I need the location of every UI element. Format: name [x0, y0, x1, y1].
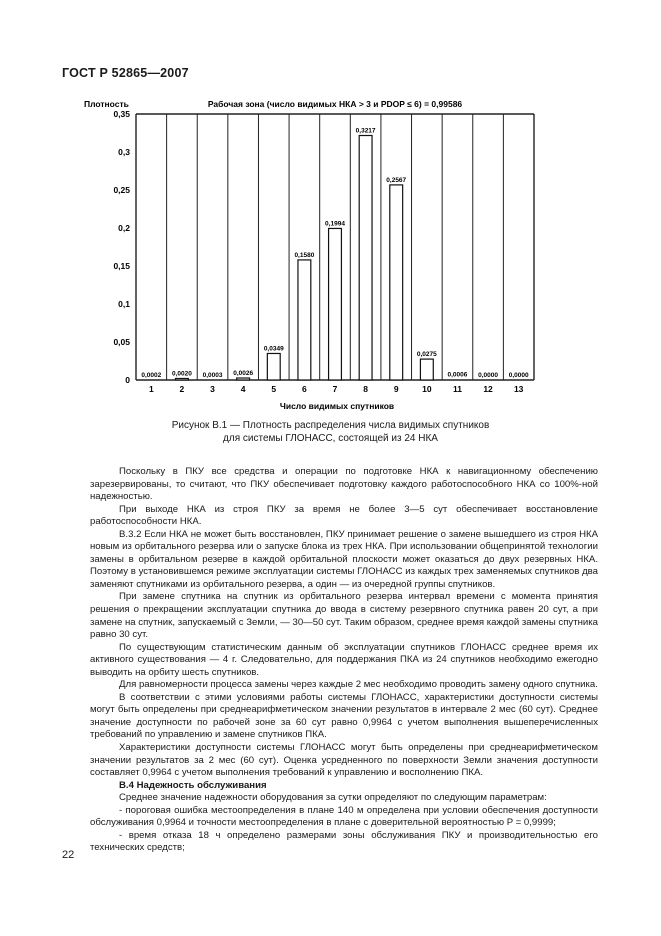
list-item: - пороговая ошибка местоопределения в плане 140 м определена при условии обеспечения доступности обслуживания 0,9964 и точности местоопределения в плане с доверительной вероятностью P = 0,9999;: [90, 804, 598, 829]
x-tick-label: 2: [179, 384, 185, 394]
bar-value-label: 0,3217: [355, 127, 376, 135]
y-tick-label: 0,25: [113, 185, 130, 195]
document-code-header: ГОСТ Р 52865—2007: [62, 66, 189, 80]
bar: [298, 260, 311, 380]
section-heading: В.4 Надежность обслуживания: [119, 779, 267, 791]
bar-value-label: 0,0000: [478, 372, 499, 379]
paragraph: В соответствии с этими условиями работы системы ГЛОНАСС, характеристики доступности системы могут быть определены при среднеарифметическом значении результатов в интервале 2 мес (60 сут). Среднее значение доступности по рабочей зоне за 60 сут равно 0,9964 с учетом выполнения вышеперечисленных требований по управлению и замене спутников ПКА.: [90, 691, 598, 741]
x-tick-label: 5: [271, 384, 277, 394]
bar-value-label: 0,1580: [294, 251, 315, 259]
paragraph: Характеристики доступности системы ГЛОНАСС могут быть определены при среднеарифметическом значении результатов за 2 мес (60 сут). Оценка усредненного по поверхности Земли значения доступности составляет 0,9964 с учетом выполнения требований к управлению и восполнению ПКА.: [90, 742, 598, 779]
paragraph: В.3.2 Если НКА не может быть восстановлен, ПКУ принимает решение о замене вышедшего из строя НКА новым из орбитального резерва или о запуске блока из трех НКА. При использовании общепринятой технологии замены в орбитальном резерве в каждой орбитальной плоскости может оказаться до двух резервных НКА. Поэтому в установившемся режиме эксплуатации системы ГЛОНАСС из каждых трех заменяемых спутников два заменяют спутниками из орбитального резерва, а один — из очередной группы спутников.: [90, 528, 598, 590]
x-tick-label: 9: [393, 384, 399, 394]
bar-value-label: 0,0003: [202, 371, 223, 379]
paragraph: Поскольку в ПКУ все средства и операции по подготовке НКА к навигационному обеспечению зарезервированы, то считают, что ПКУ обеспечивает подготовку каждого работоспособного НКА со 100%-ной надежностью.: [90, 466, 598, 503]
body-text: [90, 466, 598, 855]
bar: [359, 136, 372, 380]
paragraph: Для равномерности процесса замены через каждые 2 мес необходимо проводить замену одного спутника.: [119, 679, 598, 691]
bar: [175, 378, 188, 380]
x-tick-label: 13: [513, 384, 524, 394]
x-tick-label: 12: [483, 384, 493, 394]
x-tick-label: 1: [148, 384, 154, 394]
bar-value-label: 0,0002: [141, 371, 162, 379]
bar: [329, 228, 342, 380]
y-tick-label: 0,15: [113, 261, 130, 271]
bar-value-label: 0,0020: [171, 370, 192, 378]
bar-value-label: 0,0006: [447, 371, 468, 379]
x-tick-label: 4: [240, 384, 246, 394]
chart-ylabel: Плотность: [84, 99, 129, 109]
bar-value-label: 0,0026: [233, 370, 254, 378]
chart-xlabel: Число видимых спутников: [279, 401, 395, 411]
y-tick-label: 0: [125, 375, 130, 385]
chart-yticks: [113, 109, 130, 385]
x-tick-label: 10: [422, 384, 432, 394]
paragraph: При выходе НКА из строя ПКУ за время не более 3—5 сут обеспечивает восстановление работоспособности НКА.: [90, 503, 598, 528]
bar: [267, 353, 280, 380]
paragraph: Среднее значение надежности оборудования за сутки определяют по следующим параметрам:: [119, 792, 547, 804]
y-tick-label: 0,3: [118, 147, 130, 157]
bar: [420, 359, 433, 380]
bar-value-label: 0,1994: [325, 220, 345, 228]
bar-value-label: 0,0349: [263, 345, 284, 353]
x-tick-label: 8: [363, 384, 368, 394]
bar: [390, 185, 403, 380]
paragraph: При замене спутника на спутник из орбитального резерва интервал времени с момента принятия решения о прекращении эксплуатации спутника до ввода в систему резервного спутника равен 20 сут, а при замене на спутник, запускаемый с Земли, — 30—50 сут. Таким образом, среднее время каждой замены спутника равно 30 сут.: [90, 591, 598, 641]
figure-caption-line2: для системы ГЛОНАСС, состоящей из 24 НКА: [223, 433, 438, 444]
bar-value-label: 0,0000: [508, 372, 529, 379]
figure-caption-line1: Рисунок В.1 — Плотность распределения числа видимых спутников: [171, 420, 490, 431]
y-tick-label: 0,35: [113, 109, 130, 119]
paragraph: По существующим статистическим данным об эксплуатации спутников ГЛОНАСС среднее время их активного существования — 4 г. Следовательно, для поддержания ПКА из 24 спутников необходимо ежегодно выводить на орбиту шесть спутников.: [90, 641, 598, 678]
bar: [237, 378, 250, 380]
bar-value-label: 0,2567: [386, 176, 407, 184]
page-number: 22: [62, 849, 75, 861]
x-tick-label: 7: [332, 384, 338, 394]
chart-xticks: [149, 384, 524, 394]
y-tick-label: 0,1: [118, 299, 130, 309]
x-tick-label: 6: [302, 384, 307, 394]
y-tick-label: 0,05: [113, 337, 130, 347]
density-bar-chart: [0, 0, 661, 420]
list-item: - время отказа 18 ч определено размерами зоны обслуживания ПКУ и производительностью его технических средств;: [90, 829, 598, 854]
x-tick-label: 3: [210, 384, 215, 394]
bar-value-label: 0,0275: [416, 351, 437, 359]
y-tick-label: 0,2: [118, 223, 130, 233]
chart-title: Рабочая зона (число видимых НКА > 3 и PDOP ≤ 6) = 0,99586: [207, 99, 463, 109]
chart-bars: [141, 128, 529, 380]
x-tick-label: 11: [452, 384, 462, 394]
